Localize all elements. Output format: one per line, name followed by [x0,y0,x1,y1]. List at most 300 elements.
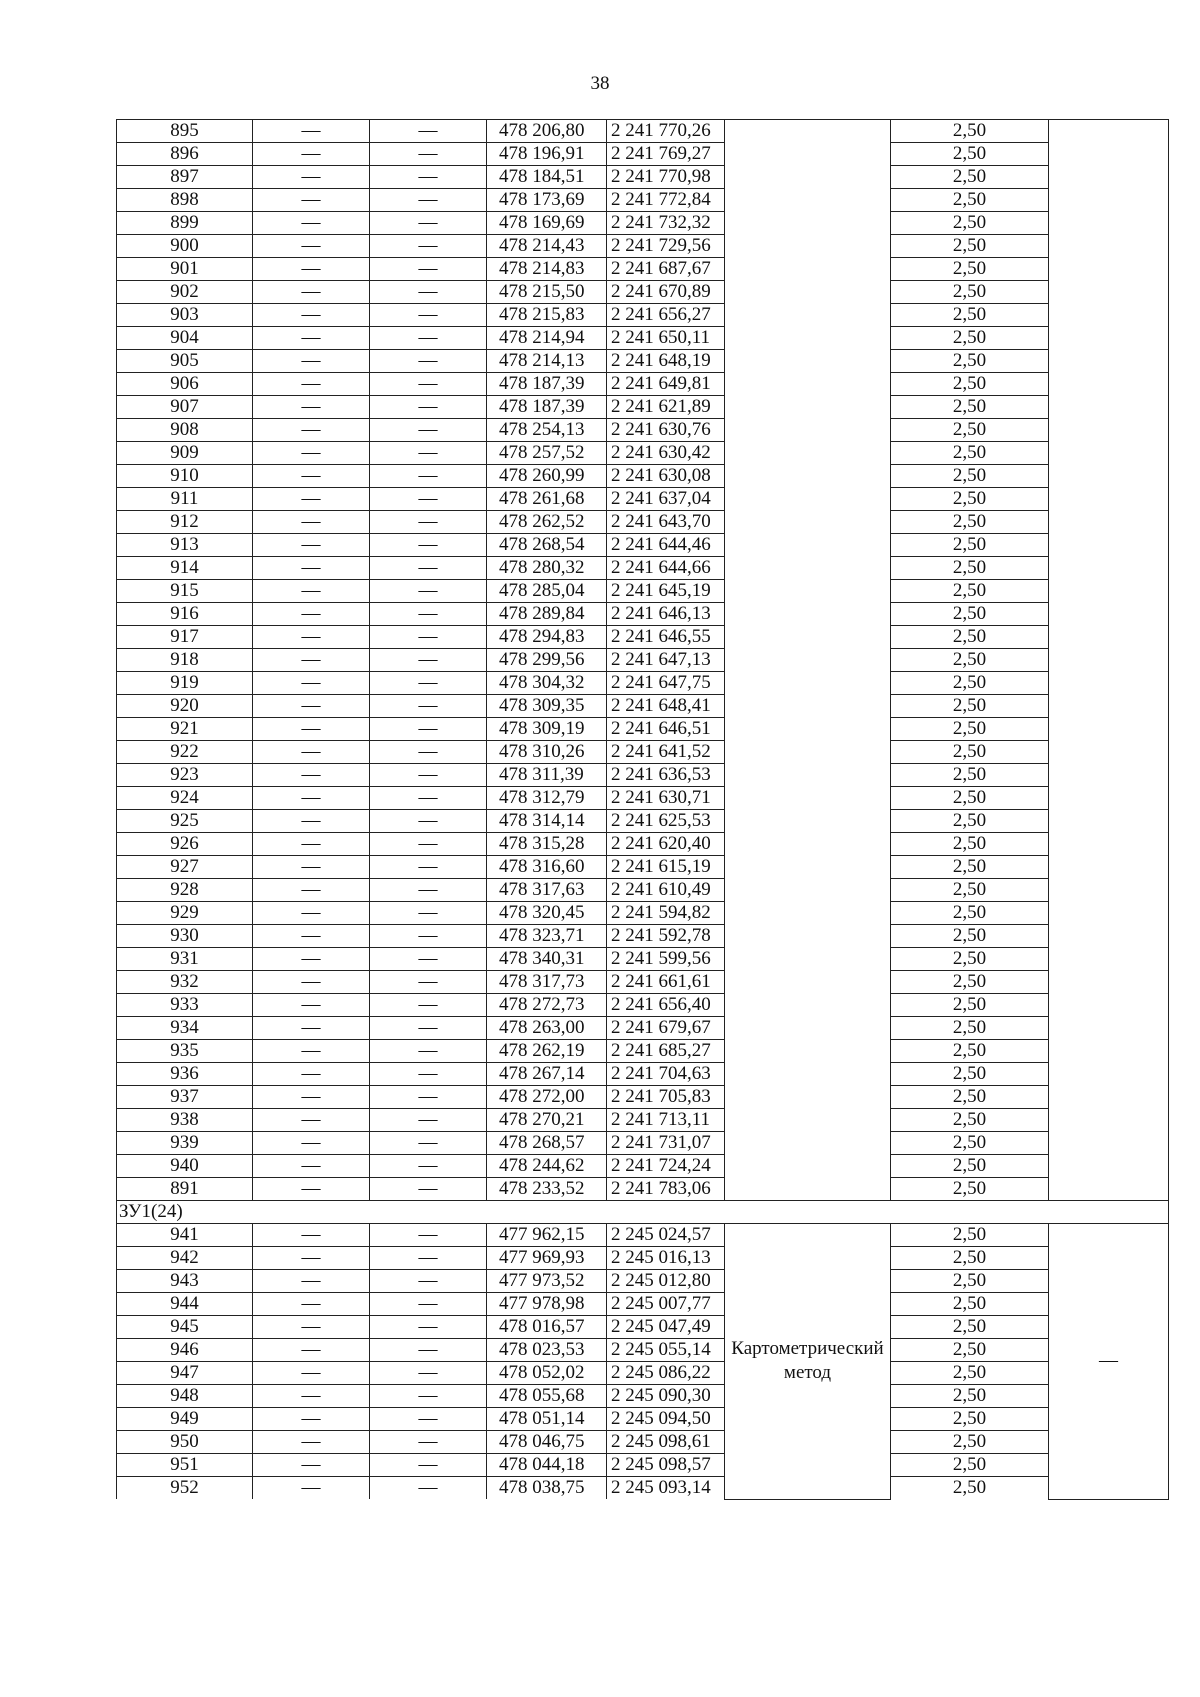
point-number: 933 [117,994,253,1017]
accuracy-cell: 2,50 [891,925,1049,948]
old-x-cell: — [253,258,370,281]
y-coordinate: 2 241 704,63 [607,1063,725,1086]
accuracy-cell: 2,50 [891,1109,1049,1132]
table-row [117,649,1169,672]
y-coordinate: 2 241 610,49 [607,879,725,902]
y-coordinate: 2 245 090,30 [607,1385,725,1408]
old-x-cell: — [253,304,370,327]
x-coordinate: 478 215,83 [487,304,607,327]
y-coordinate: 2 241 599,56 [607,948,725,971]
old-x-cell: — [253,971,370,994]
accuracy-cell: 2,50 [891,1477,1049,1500]
old-x-cell: — [253,1408,370,1431]
point-number: 934 [117,1017,253,1040]
accuracy-cell: 2,50 [891,166,1049,189]
point-number: 913 [117,534,253,557]
table-row [117,626,1169,649]
x-coordinate: 478 268,54 [487,534,607,557]
point-number: 891 [117,1178,253,1201]
table-row [117,465,1169,488]
old-y-cell: — [370,534,487,557]
point-number: 939 [117,1132,253,1155]
old-x-cell: — [253,488,370,511]
old-y-cell: — [370,787,487,810]
x-coordinate: 478 314,14 [487,810,607,833]
method-cell: Картометрический метод [725,1224,891,1500]
old-y-cell: — [370,764,487,787]
point-number: 941 [117,1224,253,1247]
y-coordinate: 2 241 620,40 [607,833,725,856]
x-coordinate: 478 316,60 [487,856,607,879]
x-coordinate: 478 233,52 [487,1178,607,1201]
x-coordinate: 478 038,75 [487,1477,607,1500]
y-coordinate: 2 241 649,81 [607,373,725,396]
old-y-cell: — [370,1155,487,1178]
table-row [117,1339,1169,1362]
point-number: 929 [117,902,253,925]
point-number: 902 [117,281,253,304]
accuracy-cell: 2,50 [891,1247,1049,1270]
y-coordinate: 2 241 630,71 [607,787,725,810]
accuracy-cell: 2,50 [891,235,1049,258]
accuracy-cell: 2,50 [891,511,1049,534]
accuracy-cell: 2,50 [891,1086,1049,1109]
accuracy-cell: 2,50 [891,419,1049,442]
table-row [117,189,1169,212]
y-coordinate: 2 241 670,89 [607,281,725,304]
table-row [117,143,1169,166]
point-number: 943 [117,1270,253,1293]
table-row [117,281,1169,304]
table-body [117,120,1169,1500]
y-coordinate: 2 241 656,27 [607,304,725,327]
y-coordinate: 2 241 641,52 [607,741,725,764]
y-coordinate: 2 241 643,70 [607,511,725,534]
y-coordinate: 2 241 646,55 [607,626,725,649]
old-y-cell: — [370,327,487,350]
point-number: 944 [117,1293,253,1316]
y-coordinate: 2 241 772,84 [607,189,725,212]
old-x-cell: — [253,925,370,948]
y-coordinate: 2 241 644,66 [607,557,725,580]
table-row [117,1017,1169,1040]
old-y-cell: — [370,1132,487,1155]
accuracy-cell: 2,50 [891,1316,1049,1339]
point-number: 918 [117,649,253,672]
old-x-cell: — [253,948,370,971]
old-y-cell: — [370,971,487,994]
table-row [117,810,1169,833]
note-cell: — [1049,1224,1169,1500]
x-coordinate: 478 272,73 [487,994,607,1017]
old-y-cell: — [370,1063,487,1086]
y-coordinate: 2 241 646,51 [607,718,725,741]
y-coordinate: 2 241 656,40 [607,994,725,1017]
table-row [117,511,1169,534]
point-number: 923 [117,764,253,787]
old-x-cell: — [253,1040,370,1063]
x-coordinate: 478 260,99 [487,465,607,488]
point-number: 906 [117,373,253,396]
old-x-cell: — [253,534,370,557]
y-coordinate: 2 241 650,11 [607,327,725,350]
point-number: 948 [117,1385,253,1408]
old-y-cell: — [370,511,487,534]
old-y-cell: — [370,373,487,396]
table-row [117,672,1169,695]
y-coordinate: 2 241 661,61 [607,971,725,994]
table-row [117,741,1169,764]
point-number: 896 [117,143,253,166]
point-number: 914 [117,557,253,580]
x-coordinate: 478 268,57 [487,1132,607,1155]
old-y-cell: — [370,1362,487,1385]
old-x-cell: — [253,281,370,304]
point-number: 936 [117,1063,253,1086]
point-number: 947 [117,1362,253,1385]
old-x-cell: — [253,1086,370,1109]
y-coordinate: 2 241 615,19 [607,856,725,879]
y-coordinate: 2 245 098,61 [607,1431,725,1454]
old-y-cell: — [370,1431,487,1454]
old-x-cell: — [253,143,370,166]
old-x-cell: — [253,120,370,143]
accuracy-cell: 2,50 [891,1155,1049,1178]
accuracy-cell: 2,50 [891,856,1049,879]
old-x-cell: — [253,741,370,764]
accuracy-cell: 2,50 [891,1293,1049,1316]
old-x-cell: — [253,1477,370,1500]
old-x-cell: — [253,511,370,534]
old-y-cell: — [370,1086,487,1109]
old-y-cell: — [370,1270,487,1293]
accuracy-cell: 2,50 [891,580,1049,603]
old-x-cell: — [253,810,370,833]
y-coordinate: 2 241 770,26 [607,120,725,143]
accuracy-cell: 2,50 [891,1017,1049,1040]
x-coordinate: 478 187,39 [487,396,607,419]
point-number: 945 [117,1316,253,1339]
old-x-cell: — [253,902,370,925]
accuracy-cell: 2,50 [891,718,1049,741]
point-number: 938 [117,1109,253,1132]
accuracy-cell: 2,50 [891,1178,1049,1201]
old-y-cell: — [370,902,487,925]
old-x-cell: — [253,350,370,373]
table-row [117,948,1169,971]
old-x-cell: — [253,994,370,1017]
old-x-cell: — [253,626,370,649]
table-row [117,1431,1169,1454]
old-x-cell: — [253,557,370,580]
point-number: 919 [117,672,253,695]
y-coordinate: 2 241 647,75 [607,672,725,695]
y-coordinate: 2 241 705,83 [607,1086,725,1109]
point-number: 926 [117,833,253,856]
table-row [117,1178,1169,1201]
y-coordinate: 2 245 024,57 [607,1224,725,1247]
x-coordinate: 478 169,69 [487,212,607,235]
old-y-cell: — [370,166,487,189]
y-coordinate: 2 241 594,82 [607,902,725,925]
x-coordinate: 478 214,94 [487,327,607,350]
x-coordinate: 478 254,13 [487,419,607,442]
table-row [117,1155,1169,1178]
old-x-cell: — [253,1178,370,1201]
point-number: 897 [117,166,253,189]
old-y-cell: — [370,235,487,258]
old-x-cell: — [253,879,370,902]
table-row [117,1086,1169,1109]
y-coordinate: 2 241 648,19 [607,350,725,373]
table-row [117,1385,1169,1408]
table-row [117,902,1169,925]
x-coordinate: 477 973,52 [487,1270,607,1293]
table-row [117,718,1169,741]
x-coordinate: 478 304,32 [487,672,607,695]
coordinates-table [116,119,1169,1500]
y-coordinate: 2 241 637,04 [607,488,725,511]
y-coordinate: 2 241 630,76 [607,419,725,442]
point-number: 924 [117,787,253,810]
old-x-cell: — [253,1385,370,1408]
y-coordinate: 2 241 732,32 [607,212,725,235]
point-number: 935 [117,1040,253,1063]
old-x-cell: — [253,396,370,419]
note-cell [1049,120,1169,1201]
accuracy-cell: 2,50 [891,1385,1049,1408]
old-y-cell: — [370,718,487,741]
table-row [117,695,1169,718]
accuracy-cell: 2,50 [891,534,1049,557]
table-row [117,373,1169,396]
x-coordinate: 478 262,19 [487,1040,607,1063]
y-coordinate: 2 241 647,13 [607,649,725,672]
old-x-cell: — [253,419,370,442]
accuracy-cell: 2,50 [891,465,1049,488]
old-y-cell: — [370,1224,487,1247]
old-y-cell: — [370,833,487,856]
accuracy-cell: 2,50 [891,189,1049,212]
point-number: 915 [117,580,253,603]
x-coordinate: 478 052,02 [487,1362,607,1385]
x-coordinate: 477 978,98 [487,1293,607,1316]
accuracy-cell: 2,50 [891,258,1049,281]
old-y-cell: — [370,304,487,327]
accuracy-cell: 2,50 [891,971,1049,994]
accuracy-cell: 2,50 [891,810,1049,833]
old-y-cell: — [370,741,487,764]
old-x-cell: — [253,327,370,350]
x-coordinate: 478 294,83 [487,626,607,649]
old-x-cell: — [253,603,370,626]
accuracy-cell: 2,50 [891,1040,1049,1063]
x-coordinate: 478 323,71 [487,925,607,948]
old-x-cell: — [253,856,370,879]
old-x-cell: — [253,1362,370,1385]
old-y-cell: — [370,143,487,166]
x-coordinate: 478 044,18 [487,1454,607,1477]
accuracy-cell: 2,50 [891,350,1049,373]
table-row [117,994,1169,1017]
x-coordinate: 478 320,45 [487,902,607,925]
old-x-cell: — [253,1431,370,1454]
table-row [117,1109,1169,1132]
x-coordinate: 478 317,73 [487,971,607,994]
old-x-cell: — [253,1293,370,1316]
accuracy-cell: 2,50 [891,994,1049,1017]
point-number: 898 [117,189,253,212]
point-number: 927 [117,856,253,879]
old-y-cell: — [370,580,487,603]
old-y-cell: — [370,281,487,304]
accuracy-cell: 2,50 [891,902,1049,925]
old-y-cell: — [370,879,487,902]
old-y-cell: — [370,810,487,833]
point-number: 911 [117,488,253,511]
y-coordinate: 2 245 055,14 [607,1339,725,1362]
x-coordinate: 478 312,79 [487,787,607,810]
accuracy-cell: 2,50 [891,1431,1049,1454]
y-coordinate: 2 245 016,13 [607,1247,725,1270]
accuracy-cell: 2,50 [891,304,1049,327]
point-number: 903 [117,304,253,327]
y-coordinate: 2 245 086,22 [607,1362,725,1385]
accuracy-cell: 2,50 [891,212,1049,235]
point-number: 917 [117,626,253,649]
old-y-cell: — [370,1040,487,1063]
table-row [117,212,1169,235]
x-coordinate: 478 196,91 [487,143,607,166]
point-number: 899 [117,212,253,235]
accuracy-cell: 2,50 [891,557,1049,580]
x-coordinate: 478 309,35 [487,695,607,718]
point-number: 908 [117,419,253,442]
old-x-cell: — [253,1224,370,1247]
y-coordinate: 2 241 687,67 [607,258,725,281]
x-coordinate: 478 267,14 [487,1063,607,1086]
y-coordinate: 2 241 636,53 [607,764,725,787]
accuracy-cell: 2,50 [891,649,1049,672]
old-x-cell: — [253,718,370,741]
x-coordinate: 478 214,83 [487,258,607,281]
y-coordinate: 2 241 621,89 [607,396,725,419]
x-coordinate: 478 214,43 [487,235,607,258]
old-y-cell: — [370,1109,487,1132]
x-coordinate: 478 173,69 [487,189,607,212]
point-number: 950 [117,1431,253,1454]
x-coordinate: 478 299,56 [487,649,607,672]
old-y-cell: — [370,1477,487,1500]
point-number: 901 [117,258,253,281]
table-row [117,1362,1169,1385]
point-number: 907 [117,396,253,419]
old-y-cell: — [370,672,487,695]
accuracy-cell: 2,50 [891,396,1049,419]
old-y-cell: — [370,649,487,672]
old-x-cell: — [253,166,370,189]
y-coordinate: 2 241 713,11 [607,1109,725,1132]
accuracy-cell: 2,50 [891,1063,1049,1086]
old-y-cell: — [370,1293,487,1316]
table-row [117,971,1169,994]
x-coordinate: 478 280,32 [487,557,607,580]
x-coordinate: 478 055,68 [487,1385,607,1408]
table-row [117,580,1169,603]
old-y-cell: — [370,994,487,1017]
old-y-cell: — [370,350,487,373]
old-x-cell: — [253,1155,370,1178]
accuracy-cell: 2,50 [891,833,1049,856]
section-label: ЗУ1(24) [117,1201,1169,1224]
table-row [117,304,1169,327]
old-y-cell: — [370,488,487,511]
y-coordinate: 2 241 646,13 [607,603,725,626]
table-row [117,120,1169,143]
table-row [117,258,1169,281]
accuracy-cell: 2,50 [891,281,1049,304]
old-x-cell: — [253,1454,370,1477]
page-number: 38 [590,73,610,94]
table-row [117,534,1169,557]
old-y-cell: — [370,120,487,143]
y-coordinate: 2 241 724,24 [607,1155,725,1178]
point-number: 937 [117,1086,253,1109]
old-x-cell: — [253,442,370,465]
old-x-cell: — [253,1270,370,1293]
old-y-cell: — [370,419,487,442]
y-coordinate: 2 241 769,27 [607,143,725,166]
old-x-cell: — [253,235,370,258]
y-coordinate: 2 241 645,19 [607,580,725,603]
y-coordinate: 2 241 770,98 [607,166,725,189]
x-coordinate: 478 285,04 [487,580,607,603]
x-coordinate: 478 046,75 [487,1431,607,1454]
y-coordinate: 2 241 644,46 [607,534,725,557]
x-coordinate: 478 315,28 [487,833,607,856]
table-row [117,488,1169,511]
table-row [117,1224,1169,1247]
old-y-cell: — [370,396,487,419]
accuracy-cell: 2,50 [891,1454,1049,1477]
x-coordinate: 478 309,19 [487,718,607,741]
old-y-cell: — [370,1316,487,1339]
x-coordinate: 478 289,84 [487,603,607,626]
accuracy-cell: 2,50 [891,120,1049,143]
old-y-cell: — [370,603,487,626]
old-x-cell: — [253,212,370,235]
section-header-row [117,1201,1169,1224]
point-number: 909 [117,442,253,465]
x-coordinate: 478 257,52 [487,442,607,465]
x-coordinate: 478 023,53 [487,1339,607,1362]
x-coordinate: 477 969,93 [487,1247,607,1270]
old-x-cell: — [253,1247,370,1270]
table-row [117,833,1169,856]
point-number: 940 [117,1155,253,1178]
point-number: 925 [117,810,253,833]
x-coordinate: 478 214,13 [487,350,607,373]
point-number: 895 [117,120,253,143]
accuracy-cell: 2,50 [891,1270,1049,1293]
method-cell [725,120,891,1201]
x-coordinate: 478 262,52 [487,511,607,534]
accuracy-cell: 2,50 [891,764,1049,787]
accuracy-cell: 2,50 [891,787,1049,810]
point-number: 910 [117,465,253,488]
old-y-cell: — [370,1454,487,1477]
old-y-cell: — [370,925,487,948]
